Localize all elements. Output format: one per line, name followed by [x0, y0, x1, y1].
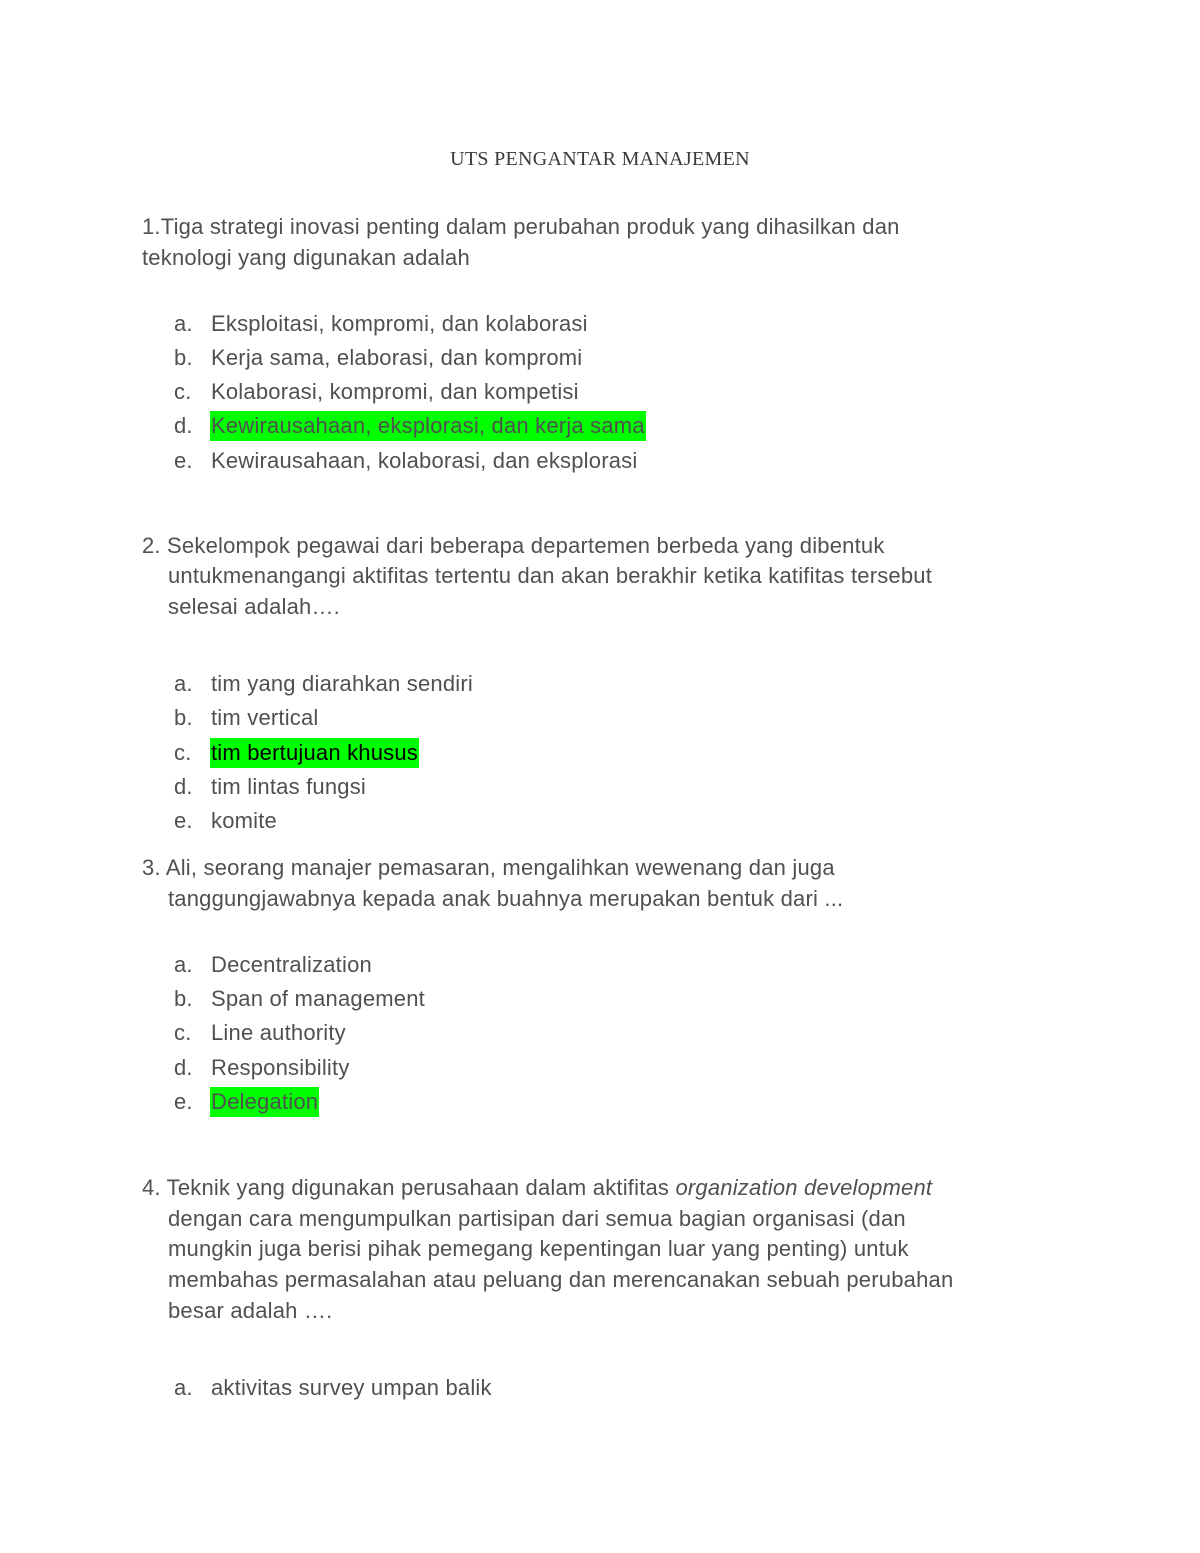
- question-4-prefix: 4. Teknik yang digunakan perusahaan dalam aktifitas: [142, 1175, 676, 1200]
- option-letter: d.: [174, 1055, 193, 1080]
- option-text: aktivitas survey umpan balik: [211, 1375, 492, 1400]
- option-letter: c.: [174, 379, 192, 404]
- option-letter: e.: [174, 1089, 193, 1114]
- question-4-italic-term: organization development: [675, 1175, 933, 1200]
- question-4-line-4: membahas permasalahan atau peluang dan merencanakan sebuah perubahan: [168, 1267, 954, 1292]
- option-letter: c.: [174, 740, 192, 765]
- question-4-line-1: [142, 1173, 932, 1203]
- question-3-line-2: tanggungjawabnya kepada anak buahnya merupakan bentuk dari ...: [168, 886, 844, 911]
- option-letter: a.: [174, 1375, 193, 1400]
- document-title: UTS PENGANTAR MANAJEMEN: [450, 148, 750, 170]
- option-letter: b.: [174, 705, 193, 730]
- option-text: komite: [211, 808, 277, 833]
- option-text: Span of management: [211, 986, 425, 1011]
- option-text: Line authority: [211, 1020, 346, 1045]
- option-letter: e.: [174, 808, 193, 833]
- option-letter: a.: [174, 671, 193, 696]
- question-2-line-2: untukmenangangi aktifitas tertentu dan akan berakhir ketika katifitas tersebut: [168, 563, 933, 588]
- option-text: tim yang diarahkan sendiri: [211, 671, 474, 696]
- option-letter: a.: [174, 952, 193, 977]
- question-1-line-1: 1.Tiga strategi inovasi penting dalam perubahan produk yang dihasilkan dan: [142, 214, 900, 239]
- option-letter: b.: [174, 345, 193, 370]
- highlighted-answer: tim bertujuan khusus: [210, 738, 419, 768]
- highlighted-answer: Kewirausahaan, eksplorasi, dan kerja sama: [210, 411, 646, 441]
- option-text: Kolaborasi, kompromi, dan kompetisi: [211, 379, 579, 404]
- option-text: Kerja sama, elaborasi, dan kompromi: [211, 345, 583, 370]
- option-text: Responsibility: [211, 1055, 350, 1080]
- option-letter: e.: [174, 448, 193, 473]
- question-3-line-1: 3. Ali, seorang manajer pemasaran, mengalihkan wewenang dan juga: [142, 855, 835, 880]
- question-4-line-2: dengan cara mengumpulkan partisipan dari semua bagian organisasi (dan: [168, 1206, 906, 1231]
- question-2-line-1: 2. Sekelompok pegawai dari beberapa departemen berbeda yang dibentuk: [142, 533, 885, 558]
- option-text: tim vertical: [211, 705, 319, 730]
- question-4-line-3: mungkin juga berisi pihak pemegang kepentingan luar yang penting) untuk: [168, 1236, 909, 1261]
- option-letter: b.: [174, 986, 193, 1011]
- question-1-line-2: teknologi yang digunakan adalah: [142, 245, 470, 270]
- option-text: Decentralization: [211, 952, 372, 977]
- highlighted-answer: Delegation: [210, 1087, 319, 1117]
- option-letter: d.: [174, 413, 193, 438]
- option-letter: d.: [174, 774, 193, 799]
- option-letter: a.: [174, 311, 193, 336]
- question-4-line-5: besar adalah ….: [168, 1298, 333, 1323]
- question-2-line-3: selesai adalah….: [168, 594, 340, 619]
- option-letter: c.: [174, 1020, 192, 1045]
- option-text: Kewirausahaan, kolaborasi, dan eksplorasi: [211, 448, 638, 473]
- option-text: Eksploitasi, kompromi, dan kolaborasi: [211, 311, 588, 336]
- option-text: tim lintas fungsi: [211, 774, 367, 799]
